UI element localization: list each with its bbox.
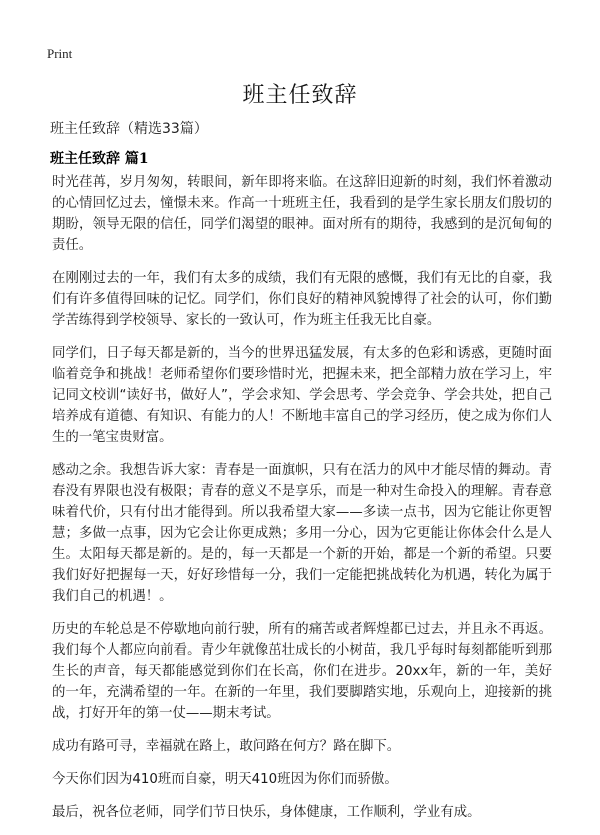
paragraph: 在刚刚过去的一年，我们有太多的成绩，我们有无限的感慨，我们有无比的自豪，我们有许多值得回味的记忆。同学们，你们良好的精神风貌博得了社会的认可，你们勤学苦练得到学校领导、家长的一致认可，作为班主任我无比自豪。 xyxy=(52,271,552,328)
paragraph: 成功有路可寻，幸福就在路上，敢问路在何方？路在脚下。 xyxy=(52,739,401,754)
paragraph: 最后，祝各位老师，同学们节日快乐，身体健康，工作顺利，学业有成。 xyxy=(52,805,481,820)
print-label[interactable]: Print xyxy=(47,46,73,61)
paragraph: 时光荏苒，岁月匆匆，转眼间，新年即将来临。在这辞旧迎新的时刻，我们怀着激动的心情回忆过去，憧憬未来。作高一十班班主任，我看到的是学生家长朋友们殷切的期盼，领导无限的信任，同学们渴望的眼神。面对所有的期待，我感到的是沉甸甸的责任。 xyxy=(52,175,552,253)
paragraph: 今天你们因为410班而自豪，明天410班因为你们而骄傲。 xyxy=(52,772,398,787)
paragraph: 感动之余。我想告诉大家：青春是一面旗帜，只有在活力的风中才能尽情的舞动。青春没有界限也没有极限；青春的意义不是享乐，而是一种对生命投入的理解。青春意味着代价，只有付出才能得到。所以我希望大家——多读一点书，因为它能让你更智慧；多做一点事，因为它会让你更成熟；多用一分心，因为它更能让你体会什么是人生。太阳每天都是新的。是的，每一天都是一个新的开始，都是一个新的希望。只要我们好好把握每一天，好好珍惜每一分，我们一定能把挑战转化为机遇，转化为属于我们自己的机遇！。 xyxy=(52,463,552,604)
paragraph: 历史的车轮总是不停歇地向前行驶，所有的痛苦或者辉煌都已过去，并且永不再返。我们每个人都应向前看。青少年就像茁壮成长的小树苗，我几乎每时每刻都能听到那生长的声音，每天都能感觉到你们在长高，你们在进步。20xx年，新的一年，美好的一年，充满希望的一年。在新的一年里，我们要脚踏实地，乐观向上，迎接新的挑战，打好开年的第一仗——期末考试。 xyxy=(52,622,552,721)
document-subtitle: 班主任致辞（精选33篇） xyxy=(50,121,208,137)
document-body xyxy=(52,172,552,835)
section-heading: 班主任致辞 篇1 xyxy=(50,151,149,167)
page-title: 班主任致辞 xyxy=(242,83,358,108)
paragraph: 同学们，日子每天都是新的，当今的世界迅猛发展，有太多的色彩和诱惑，更随时面临着竞争和挑战！老师希望你们要珍惜时光，把握未来，把全部精力放在学习上，牢记同文校训“读好书，做好人”，学会求知、学会思考、学会竞争、学会共处，把自己培养成有道德、有知识、有能力的人！不断地丰富自己的学习经历，使之成为你们人生的一笔宝贵财富。 xyxy=(52,346,552,445)
